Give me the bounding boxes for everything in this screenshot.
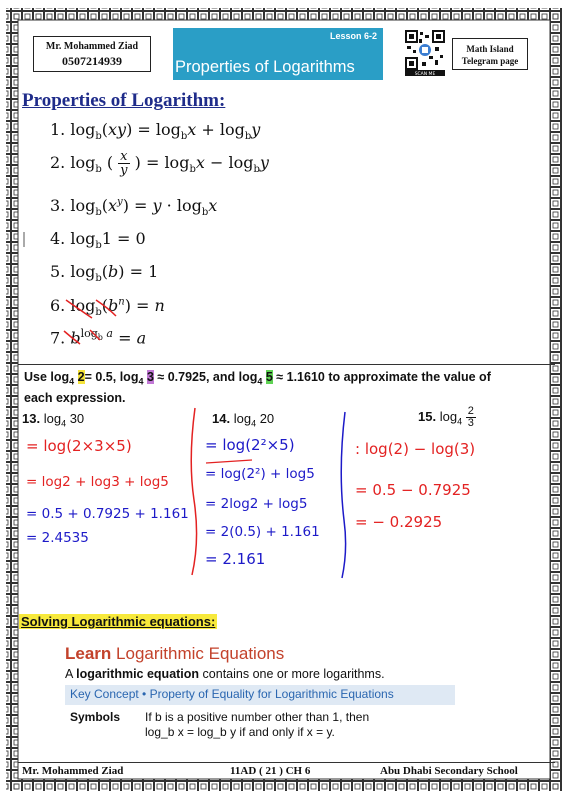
symbols-text: If b is a positive number other than 1, then (145, 710, 370, 724)
instr-text: = 0.5, log (84, 370, 139, 384)
section-heading: Properties of Logarithm: (22, 90, 226, 111)
work14-line: = 2(0.5) + 1.161 (205, 524, 320, 540)
symbols-label: Symbols (70, 710, 121, 724)
work13-line: = 0.5 + 0.7925 + 1.161 (26, 506, 189, 522)
work13-line: = log2 + log3 + log5 (26, 474, 169, 490)
problem-arg: 20 (259, 411, 275, 426)
rule-number: 2. (50, 153, 66, 172)
work14-line: = 2log2 + log5 (205, 496, 308, 512)
fraction-numerator: 2 (467, 405, 474, 417)
problem-number: 13. (22, 411, 41, 426)
instr-text: ≈ 1.1610 to approximate the value of (276, 370, 491, 384)
work13-line: = log(2×3×5) (26, 437, 132, 455)
problem-base: 4 (61, 418, 67, 429)
definition (65, 667, 385, 681)
qr-caption: SCAN ME (414, 72, 436, 76)
work15-line: = 0.5 − 0.7925 (355, 481, 471, 499)
group-name: Math Island (466, 44, 514, 54)
work13-line: = 2.4535 (26, 530, 89, 546)
rule-7: 7. $b^{log_b a} = a$ (50, 327, 147, 348)
instr-base: 4 (69, 376, 75, 387)
lesson-label: Lesson 6-2 (329, 31, 377, 41)
work15-line: : log(2) − log(3) (355, 440, 476, 458)
learn-topic: Logarithmic Equations (116, 644, 285, 663)
instr-text: Use log (24, 370, 70, 384)
rule-number: 1. (50, 120, 66, 139)
teacher-phone: 0507214939 (62, 54, 122, 68)
work14-line: = log(2²×5) (205, 436, 295, 454)
rule-number: 7. (50, 328, 66, 348)
footer-teacher: Mr. Mohammed Ziad (22, 765, 124, 777)
fraction-denominator: 3 (467, 417, 474, 429)
footer-course: 11AD ( 21 ) CH 6 (230, 765, 311, 777)
rule-1: 1. $\log_b(xy) = \log_bx + \log_by$ (50, 120, 261, 143)
rule-number: 3. (50, 196, 66, 215)
instr-value-highlight: 2 (77, 370, 85, 384)
rule-number: 6. (50, 296, 66, 315)
problem-arg: 30 (69, 411, 85, 426)
work14-line: = log(2²) + log5 (205, 466, 315, 482)
problem-log: log (233, 411, 252, 426)
footer-divider (18, 762, 555, 763)
rule-number: 5. (50, 262, 66, 281)
instr-value-highlight: 5 (265, 370, 273, 384)
work15-line: = − 0.2925 (355, 513, 443, 531)
instr-base: 4 (257, 376, 263, 387)
rule-3: 3. $\log_b(x^y) = y \cdot \log_bx$ (50, 196, 218, 219)
group-subtitle: Telegram page (461, 56, 519, 66)
definition-term: logarithmic equation (76, 667, 200, 681)
instr-base: 4 (138, 376, 144, 387)
problem-log: log (43, 411, 62, 426)
problem-number: 14. (212, 411, 231, 426)
learn-title (65, 644, 284, 664)
page-title: Properties of Logarithms (175, 58, 355, 76)
definition-text: contains one or more logarithms. (199, 667, 385, 681)
problem-log: log (439, 408, 458, 424)
instr-text: ≈ 0.7925, and log (157, 370, 258, 384)
problem-number: 15. (418, 408, 437, 424)
rule-4: 4. $\log_b1 = 0$ (50, 229, 146, 252)
instr-text: each expression. (24, 390, 126, 405)
problem-base: 4 (251, 418, 257, 429)
solving-heading: Solving Logarithmic equations: (21, 614, 216, 629)
problem-base: 4 (457, 416, 463, 427)
rule-number: 4. (50, 229, 66, 248)
key-concept-title: Key Concept • Property of Equality for Logarithmic Equations (70, 687, 394, 701)
rule-5: 5. $\log_b(b) = 1$ (50, 262, 159, 285)
symbols-text: log_b x = log_b y if and only if x = y. (145, 725, 335, 739)
rule-2: 2. $\log_b$ ( $\frac{x}{y}$ ) = $\log_bx - \log_by$ (50, 149, 269, 178)
teacher-name: Mr. Mohammed Ziad (45, 41, 139, 52)
work14-line: = 2.161 (205, 550, 266, 568)
definition-text: A (65, 667, 77, 681)
rule-6: 6. $\log_b(b^n) = n$ (50, 296, 165, 319)
learn-word: Learn (65, 644, 112, 663)
footer-school: Abu Dhabi Secondary School (380, 765, 518, 777)
instr-value-highlight: 3 (146, 370, 154, 384)
